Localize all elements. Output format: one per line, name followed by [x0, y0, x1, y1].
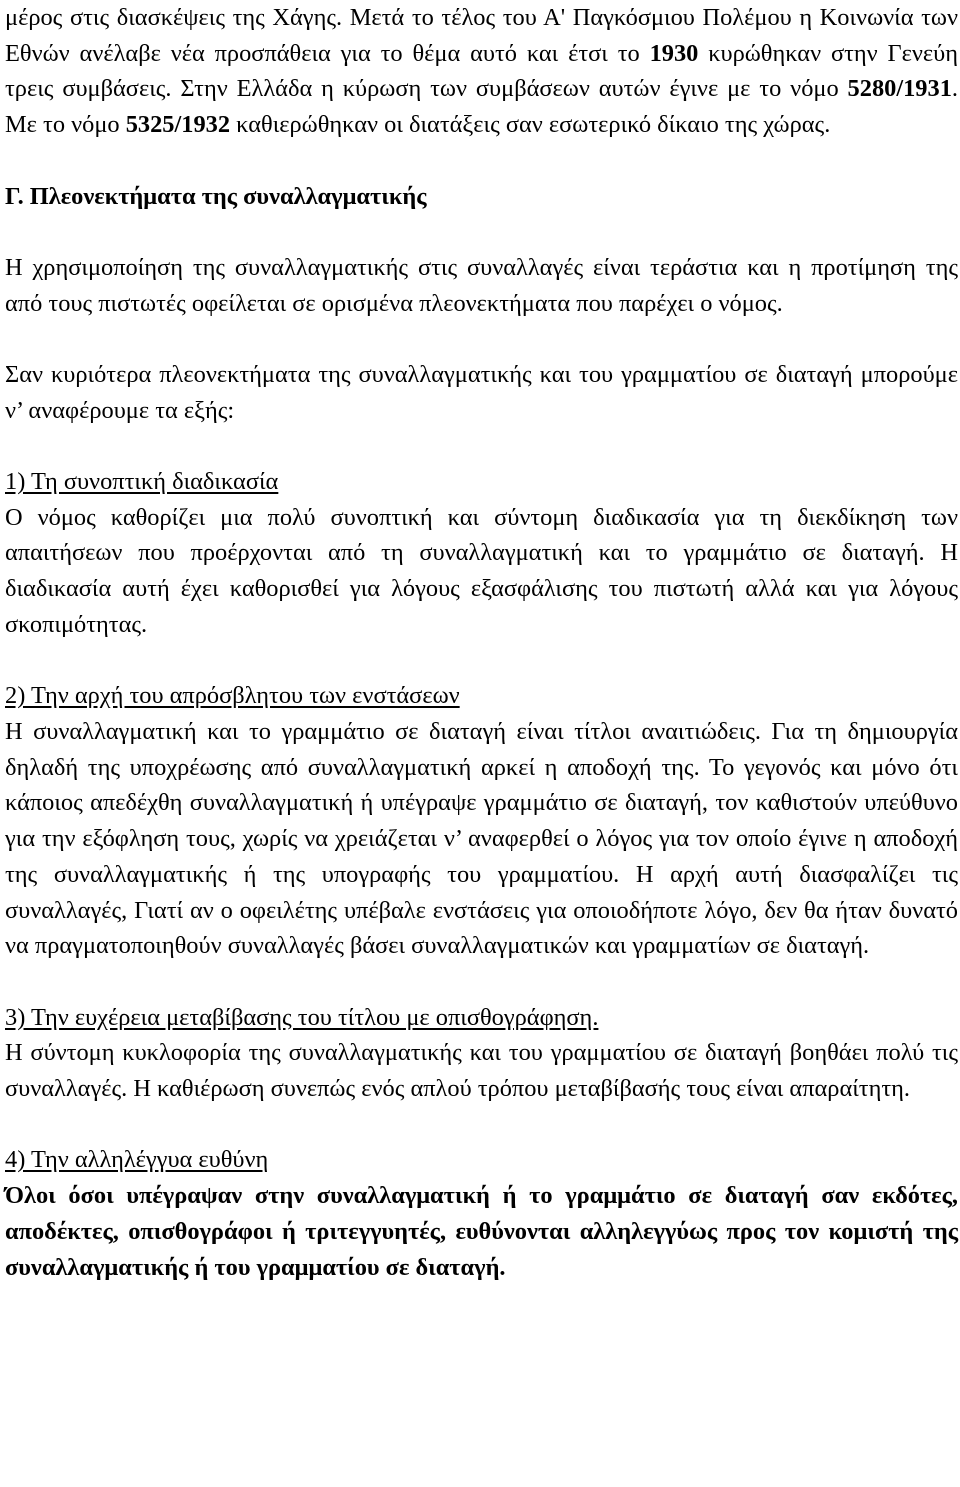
year-1930: 1930: [649, 39, 699, 67]
item-2-title: 2) Την αρχή του απρόσβλητου των ενστάσεων: [5, 682, 460, 710]
item-1-body: Ο νόμος καθορίζει μια πολύ συνοπτική και σύντομη διαδικασία για τη διεκδίκηση των απαιτήσεων που προέρχονται από τη συναλλαγματική και το γραμμάτιο σε διαταγή. Η διαδικασία αυτή έχει καθορισθεί για λόγους εξασφάλισης του πιστωτή αλλά και για λόγους σκοπιμότητας.: [5, 503, 958, 638]
law-5280-1931: 5280/1931: [847, 75, 952, 103]
law-5325-1932: 5325/1932: [125, 111, 231, 139]
paragraph-usage: Η χρησιμοποίηση της συναλλαγματικής στις συναλλαγές είναι τεράστια και η προτίμηση της από τους πιστωτές οφείλεται σε ορισμένα πλεονεκτήματα που παρέχει ο νόμος.: [5, 253, 958, 317]
spacer: [5, 214, 958, 250]
intro-text-1: μέρος στις διασκέψεις της Χάγης. Μετά το τέλος του Α' Παγκόσμιου Πολέμου η Κοινωνία των Εθνών ανέλαβε νέα προσπάθεια για το θέμα αυτό και έτσι το: [5, 4, 958, 67]
item-4-title: 4) Την αλληλέγγυα ευθύνη: [5, 1146, 269, 1174]
spacer: [5, 143, 958, 179]
item-4-body: Όλοι όσοι υπέγραψαν στην συναλλαγματική ή το γραμμάτιο σε διαταγή σαν εκδότες, αποδέκτες, οπισθογράφοι ή τριτεγγυητές, ευθύνονται αλληλεγγύως προς τον κομιστή της συναλλαγματικής ή του γραμματίου σε διαταγή.: [5, 1182, 958, 1281]
item-3-title: 3) Την ευχέρεια μεταβίβασης του τίτλου με οπισθογράφηση.: [5, 1003, 599, 1031]
spacer: [5, 1107, 958, 1143]
spacer: [5, 643, 958, 679]
item-3-body: Η σύντομη κυκλοφορία της συναλλαγματικής και του γραμματίου σε διαταγή βοηθάει πολύ τις συναλλαγές. Η καθιέρωση συνεπώς ενός απλού τρόπου μεταβίβασής τους είναι απαραίτητη.: [5, 1039, 958, 1102]
item-1-title: 1) Τη συνοπτική διαδικασία: [5, 468, 279, 496]
intro-text-2: κυρώθηκαν στην Γενεύη τρεις συμβάσεις. Στην Ελλάδα η κύρωση των συμβάσεων αυτών έγινε με το νόμο: [5, 39, 958, 103]
intro-paragraph: [5, 0, 958, 143]
spacer: [5, 321, 958, 357]
intro-text-4: καθιερώθηκαν οι διατάξεις σαν εσωτερικό δίκαιο της χώρας.: [230, 111, 831, 139]
paragraph-advantages-intro: Σαν κυριότερα πλεονεκτήματα της συναλλαγματικής και του γραμματίου σε διαταγή μπορούμε ν’ αναφέρουμε τα εξής:: [5, 360, 958, 424]
section-heading: Γ. Πλεονεκτήματα της συναλλαγματικής: [5, 182, 427, 210]
spacer: [5, 428, 958, 464]
spacer: [5, 964, 958, 1000]
item-2-body: Η συναλλαγματική και το γραμμάτιο σε διαταγή είναι τίτλοι αναιτιώδεις. Για τη δημιουργία δηλαδή της υποχρέωσης από συναλλαγματική αρκεί η αποδοχή της. Το γεγονός και μόνο ότι κάποιος απεδέχθη συναλλαγματική ή υπέγραψε γραμμάτιο σε διαταγή, τον καθιστούν υπεύθυνο για την εξόφληση τους, χωρίς να χρειάζεται ν’ αναφερθεί ο λόγος για τον οποίο έγινε η αποδοχή της συναλλαγματικής ή της υπογραφής του γραμματίου. Η αρχή αυτή διασφαλίζει τις συναλλαγές, Γιατί αν ο οφειλέτης υπέβαλε ενστάσεις για οποιοδήποτε λόγο, δεν θα ήταν δυνατό να πραγματοποιηθούν συναλλαγές βάσει συναλλαγματικών και γραμματίων σε διαταγή.: [5, 717, 958, 960]
intro-text-3: . Με το νόμο: [5, 75, 958, 139]
document-page: [5, 0, 958, 1285]
